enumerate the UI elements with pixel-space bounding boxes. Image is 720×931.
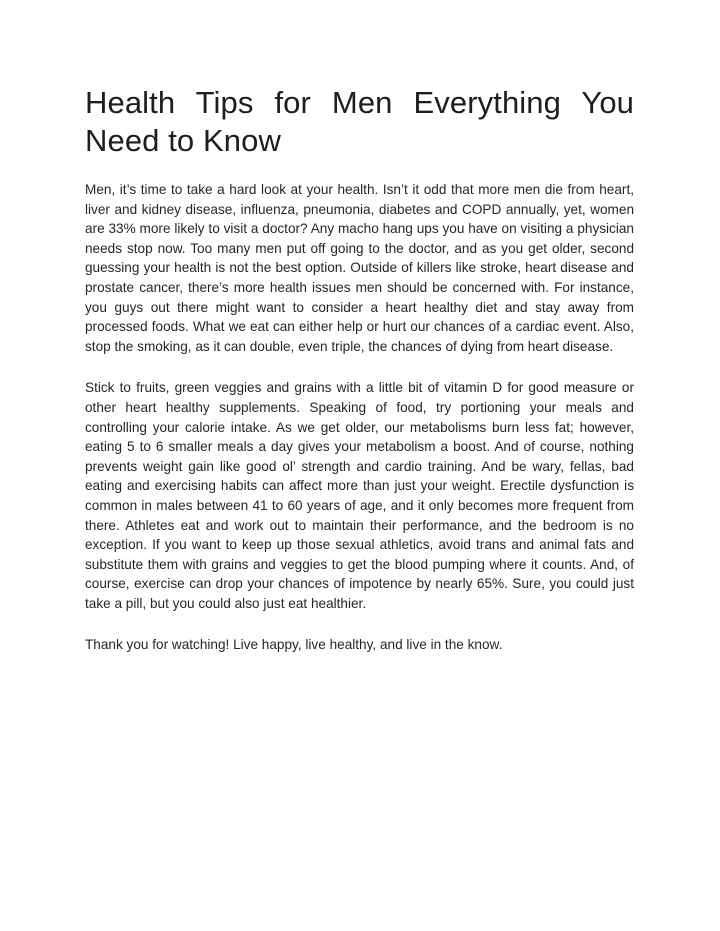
paragraph-closing: Thank you for watching! Live happy, live healthy, and live in the know. — [85, 637, 503, 653]
paragraph-intro: Men, it’s time to take a hard look at your health. Isn’t it odd that more men die from heart, liver and kidney disease, influenza, pneumonia, diabetes and COPD annually, yet, women are 33% more likely to visit a doctor? Any macho hang ups you have on visiting a physician needs stop now. Too many men put off going to the doctor, and as you get older, second guessing your health is not the best option. Outside of killers like stroke, heart disease and prostate cancer, there’s more health issues men should be concerned with. For instance, you guys out there might want to consider a heart healthy diet and stay away from processed foods. What we eat can either help or hurt our chances of a cardiac event. Also, stop the smoking, as it can double, even triple, the chances of dying from heart disease. — [85, 182, 634, 354]
document-page — [85, 84, 634, 677]
document-title: Health Tips for Men Everything You Need to Know — [85, 85, 634, 158]
paragraph-diet: Stick to fruits, green veggies and grains with a little bit of vitamin D for good measure or other heart healthy supplements. Speaking of food, try portioning your meals and controlling your calorie intake. As we get older, our metabolisms burn less fat; however, eating 5 to 6 smaller meals a day gives your metabolism a boost. And of course, nothing prevents weight gain like good ol’ strength and cardio training. And be wary, fellas, bad eating and exercising habits can affect more than just your weight. Erectile dysfunction is common in males between 41 to 60 years of age, and it only becomes more frequent from there. Athletes eat and work out to maintain their performance, and the bedroom is no exception. If you want to keep up those sexual athletics, avoid trans and animal fats and substitute them with grains and veggies to get the blood pumping where it counts. And, of course, exercise can drop your chances of impotence by nearly 65%. Sure, you could just take a pill, but you could also just eat healthier. — [85, 380, 634, 611]
